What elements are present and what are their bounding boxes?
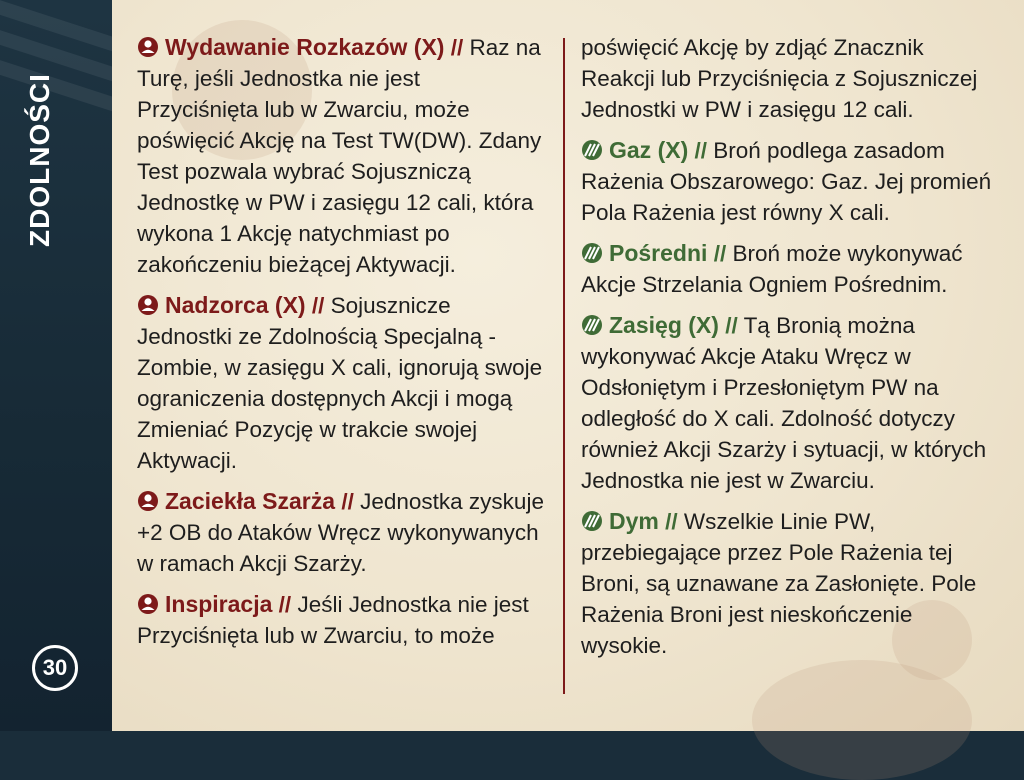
ability-name: Dym [609, 508, 659, 534]
sidebar [0, 0, 112, 731]
separator: // [713, 241, 727, 266]
ability-entry [581, 135, 996, 228]
ability-description: Jednostka zyskuje +2 OB do Ataków Wręcz wykonywanych w ramach Akcji Szarży. [137, 489, 544, 576]
ability-description: Tą Bronią można wykonywać Akcje Ataku Wręcz w Odsłoniętym i Przesłoniętym PW na odległość do X cali. Zdolność dotyczy również Akcji Szarży i sytuacji, w których Jednostka nie jest w Zwarciu. [581, 313, 987, 493]
ability-entry [137, 290, 547, 476]
section-title-text: ZDOLNOŚCI [24, 73, 55, 247]
separator: // [311, 293, 325, 318]
ability-name: Zasięg (X) [609, 312, 719, 338]
separator: // [278, 592, 292, 617]
ability-description: Broń może wykonywać Akcje Strzelania Ogniem Pośrednim. [581, 241, 963, 297]
ability-description: Broń podlega zasadom Rażenia Obszarowego: Gaz. Jej promień Pola Rażenia jest równy X cali. [581, 138, 992, 225]
ability-description: Jeśli Jednostka nie jest Przyciśnięta lub w Zwarciu, to może [137, 592, 529, 648]
person-icon [137, 36, 159, 58]
weapon-icon [581, 139, 603, 161]
ability-entry [581, 310, 996, 496]
ability-name: Nadzorca (X) [165, 292, 306, 318]
left-column [137, 32, 547, 661]
section-title [20, 40, 60, 280]
ability-description: poświęcić Akcję by zdjąć Znacznik Reakcji lub Przyciśnięcia z Sojuszniczej Jednostki w PW i zasięgu 12 cali. [581, 35, 978, 122]
separator: // [694, 138, 708, 163]
ability-entry [581, 32, 996, 125]
ability-name: Pośredni [609, 240, 708, 266]
ability-description: Sojusznicze Jednostki ze Zdolnością Specjalną - Zombie, w zasięgu X cali, ignorują swoje ograniczenia dostępnych Akcji i mogą Zmieniać Pozycję w trakcie swojej Aktywacji. [137, 293, 543, 473]
ability-name: Wydawanie Rozkazów (X) [165, 34, 445, 60]
ability-entry [581, 506, 996, 661]
separator: // [450, 35, 464, 60]
ability-description: Raz na Turę, jeśli Jednostka nie jest Przyciśnięta lub w Zwarciu, może poświęcić Akcję na Test TW(DW). Zdany Test pozwala wybrać Sojuszniczą Jednostkę w PW i zasięgu 12 cali, która wykona 1 Akcję natychmiast po zakończeniu bieżącej Aktywacji. [137, 35, 542, 277]
weapon-icon [581, 510, 603, 532]
ability-entry [137, 486, 547, 579]
ability-name: Gaz (X) [609, 137, 689, 163]
ability-name: Inspiracja [165, 591, 273, 617]
person-icon [137, 490, 159, 512]
person-icon [137, 294, 159, 316]
separator: // [725, 313, 738, 338]
ability-entry [137, 32, 547, 280]
column-divider [563, 38, 565, 694]
ability-description: Wszelkie Linie PW, przebiegające przez Pole Rażenia tej Broni, są uznawane za Zasłonięte. Pole Rażenia Broni jest nieskończenie wysokie. [581, 509, 977, 658]
person-icon [137, 593, 159, 615]
ability-entry [581, 238, 996, 300]
weapon-icon [581, 314, 603, 336]
ability-entry [137, 589, 547, 651]
page-number: 30 [32, 645, 78, 691]
ability-name: Zaciekła Szarża [165, 488, 336, 514]
separator: // [665, 509, 678, 534]
separator: // [341, 489, 354, 514]
weapon-icon [581, 242, 603, 264]
right-column [581, 32, 996, 671]
